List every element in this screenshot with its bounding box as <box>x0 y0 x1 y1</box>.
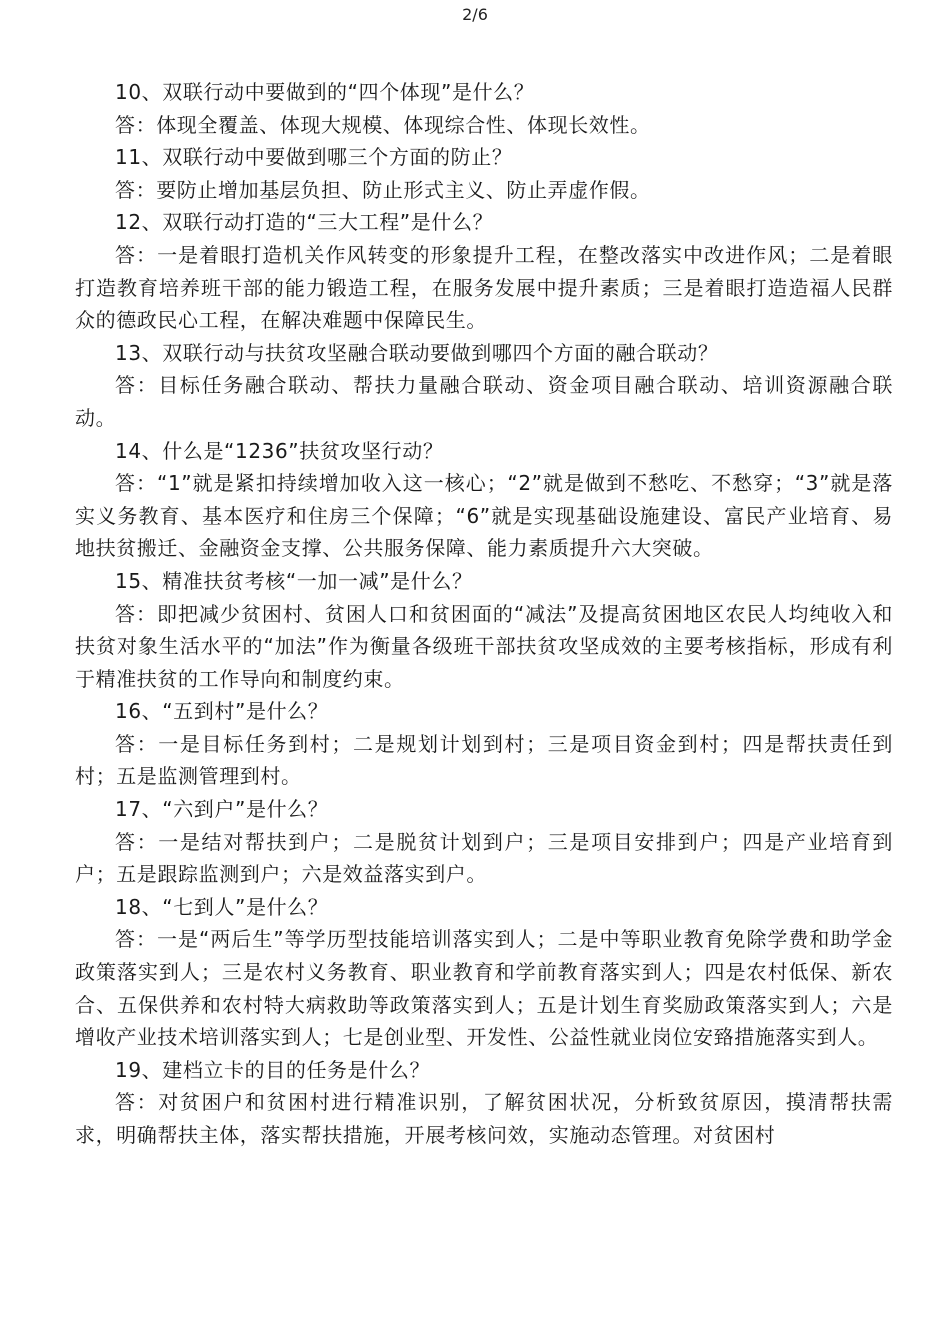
question-17: 17、“六到户”是什么？ <box>115 797 329 822</box>
answer-10: 答：体现全覆盖、体现大规模、体现综合性、体现长效性。 <box>115 112 651 137</box>
page-number: 2/6 <box>462 5 488 24</box>
answer-16: 答：一是目标任务到村；二是规划计划到村；三是项目资金到村；四是帮扶责任到村；五是监测管理到村。 <box>75 731 893 789</box>
answer-12: 答：一是着眼打造机关作风转变的形象提升工程，在整改落实中改进作风；二是着眼打造教育培养班干部的能力锻造工程，在服务发展中提升素质；三是着眼打造造福人民群众的德政民心工程，在解决难题中保障民生。 <box>75 242 893 333</box>
document-body <box>75 76 893 1152</box>
question-14: 14、什么是“1236”扶贫攻坚行动？ <box>115 438 444 463</box>
question-15: 15、精准扶贫考核“一加一减”是什么？ <box>115 568 473 593</box>
question-13: 13、双联行动与扶贫攻坚融合联动要做到哪四个方面的融合联动？ <box>115 340 719 365</box>
answer-18: 答：一是“两后生”等学历型技能培训落实到人；二是中等职业教育免除学费和助学金政策落实到人；三是农村义务教育、职业教育和学前教育落实到人；四是农村低保、新农合、五保供养和农村特大病救助等政策落实到人；五是计划生育奖励政策落实到人；六是增收产业技术培训落实到人；七是创业型、开发性、公益性就业岗位安臵措施落实到人。 <box>75 927 893 1050</box>
answer-13: 答：目标任务融合联动、帮扶力量融合联动、资金项目融合联动、培训资源融合联动。 <box>75 373 893 430</box>
question-11: 11、双联行动中要做到哪三个方面的防止？ <box>115 145 513 170</box>
question-19: 19、建档立卡的目的任务是什么？ <box>115 1057 431 1082</box>
question-16: 16、“五到村”是什么？ <box>115 699 329 724</box>
answer-14: 答：“1”就是紧扣持续增加收入这一核心；“2”就是做到不愁吃、不愁穿；“3”就是落实义务教育、基本医疗和住房三个保障；“6”就是实现基础设施建设、富民产业培育、易地扶贫搬迁、金融资金支撑、公共服务保障、能力素质提升六大突破。 <box>75 471 893 561</box>
question-18: 18、“七到人”是什么？ <box>115 894 329 919</box>
question-12: 12、双联行动打造的“三大工程”是什么？ <box>115 210 494 235</box>
answer-19: 答：对贫困户和贫困村进行精准识别，了解贫困状况，分析致贫原因，摸清帮扶需求，明确帮扶主体，落实帮扶措施，开展考核问效，实施动态管理。对贫困村 <box>75 1090 893 1147</box>
answer-15: 答：即把减少贫困村、贫困人口和贫困面的“减法”及提高贫困地区农民人均纯收入和扶贫对象生活水平的“加法”作为衡量各级班干部扶贫攻坚成效的主要考核指标，形成有利于精准扶贫的工作导向和制度约束。 <box>75 601 893 691</box>
answer-17: 答：一是结对帮扶到户；二是脱贫计划到户；三是项目安排到户；四是产业培育到户；五是跟踪监测到户；六是效益落实到户。 <box>75 829 893 887</box>
answer-11: 答：要防止增加基层负担、防止形式主义、防止弄虚作假。 <box>115 177 651 202</box>
question-10: 10、双联行动中要做到的“四个体现”是什么？ <box>115 80 535 104</box>
